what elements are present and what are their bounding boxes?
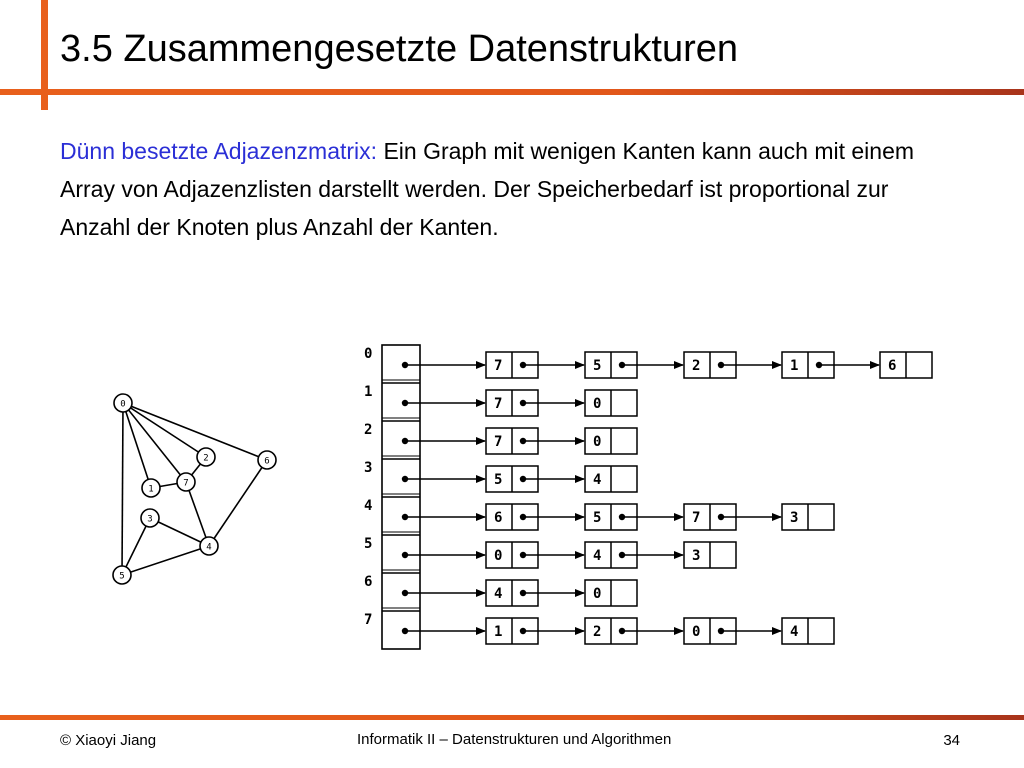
svg-text:2: 2	[593, 624, 602, 640]
list-node	[684, 542, 736, 568]
list-node	[585, 352, 683, 378]
svg-text:0: 0	[120, 399, 126, 410]
svg-text:5: 5	[119, 571, 125, 582]
list-node	[486, 466, 584, 492]
list-node	[585, 618, 683, 644]
graph-edge	[209, 460, 267, 546]
list-node	[782, 352, 879, 378]
list-node	[880, 352, 932, 378]
list-node	[486, 428, 584, 454]
footer-course-title: Informatik II – Datenstrukturen und Algorithmen	[357, 731, 672, 748]
body-text: Ein Graph mit wenigen Kanten kann auch mit einem Array von Adjazenzlisten darstellt werden. Der Speicherbedarf ist proportional zur Anzahl der Knoten plus Anzahl der Kanten.	[60, 138, 915, 240]
graph-node-4	[200, 537, 218, 555]
svg-text:1: 1	[148, 484, 154, 495]
svg-text:7: 7	[494, 396, 503, 412]
list-node	[782, 504, 834, 530]
graph-node-7	[177, 473, 195, 491]
svg-text:3: 3	[790, 510, 799, 526]
adjacency-row-0	[364, 346, 932, 378]
list-node	[585, 542, 683, 568]
list-node	[782, 618, 834, 644]
svg-text:6: 6	[264, 456, 270, 467]
graph-edge	[123, 403, 151, 488]
list-node	[486, 618, 584, 644]
svg-text:4: 4	[494, 586, 503, 602]
adjacency-row-2	[364, 418, 637, 454]
svg-text:2: 2	[692, 358, 701, 374]
svg-text:4: 4	[593, 472, 602, 488]
list-node	[585, 428, 637, 454]
svg-text:0: 0	[494, 548, 503, 564]
svg-text:0: 0	[593, 396, 602, 412]
svg-text:7: 7	[494, 358, 503, 374]
svg-text:6: 6	[888, 358, 897, 374]
svg-text:4: 4	[206, 542, 212, 553]
svg-text:2: 2	[203, 453, 209, 464]
svg-text:1: 1	[494, 624, 503, 640]
svg-text:3: 3	[692, 548, 701, 564]
svg-text:5: 5	[593, 510, 602, 526]
array-index-label: 0	[364, 346, 373, 362]
graph-node-1	[142, 479, 160, 497]
list-node	[585, 466, 637, 492]
svg-text:6: 6	[494, 510, 503, 526]
graph-node-2	[197, 448, 215, 466]
adjacency-row-3	[364, 456, 637, 492]
list-node	[585, 504, 683, 530]
svg-text:5: 5	[494, 472, 503, 488]
page-title: 3.5 Zusammengesetzte Datenstrukturen	[60, 28, 739, 70]
array-index-label: 2	[364, 422, 373, 438]
adjacency-lists	[364, 345, 932, 649]
array-index-label: 5	[364, 536, 373, 552]
svg-text:4: 4	[790, 624, 799, 640]
graph-node-0	[114, 394, 132, 412]
svg-text:7: 7	[494, 434, 503, 450]
svg-text:0: 0	[593, 586, 602, 602]
graph-node-5	[113, 566, 131, 584]
footer-page-number: 34	[943, 732, 960, 749]
highlight-term: Dünn besetzte Adjazenzmatrix:	[60, 138, 378, 164]
list-node	[486, 542, 584, 568]
array-index-label: 4	[364, 498, 373, 514]
graph-edge	[123, 403, 267, 460]
list-node	[684, 352, 781, 378]
list-node	[486, 580, 584, 606]
list-node	[486, 390, 584, 416]
list-node	[486, 504, 584, 530]
adjacency-row-7	[364, 608, 834, 644]
array-index-label: 6	[364, 574, 373, 590]
list-node	[684, 618, 781, 644]
array-index-label: 3	[364, 460, 373, 476]
svg-text:0: 0	[692, 624, 701, 640]
svg-text:1: 1	[790, 358, 799, 374]
graph-edge	[122, 546, 209, 575]
svg-text:3: 3	[147, 514, 153, 525]
array-index-label: 1	[364, 384, 373, 400]
list-node	[684, 504, 781, 530]
graph-edge	[123, 403, 206, 457]
svg-text:5: 5	[593, 358, 602, 374]
list-node	[585, 580, 637, 606]
list-node	[585, 390, 637, 416]
undirected-graph	[113, 394, 276, 584]
graph-node-6	[258, 451, 276, 469]
adjacency-row-1	[364, 380, 637, 416]
graph-node-3	[141, 509, 159, 527]
array-index-label: 7	[364, 612, 373, 628]
svg-text:7: 7	[692, 510, 701, 526]
svg-text:7: 7	[183, 478, 189, 489]
adjacency-row-6	[364, 570, 637, 606]
footer-copyright: © Xiaoyi Jiang	[60, 732, 157, 749]
graph-edge	[122, 403, 123, 575]
svg-text:0: 0	[593, 434, 602, 450]
list-node	[486, 352, 584, 378]
footer-accent-bar	[0, 715, 1024, 720]
adjacency-row-4	[364, 494, 834, 530]
svg-text:4: 4	[593, 548, 602, 564]
